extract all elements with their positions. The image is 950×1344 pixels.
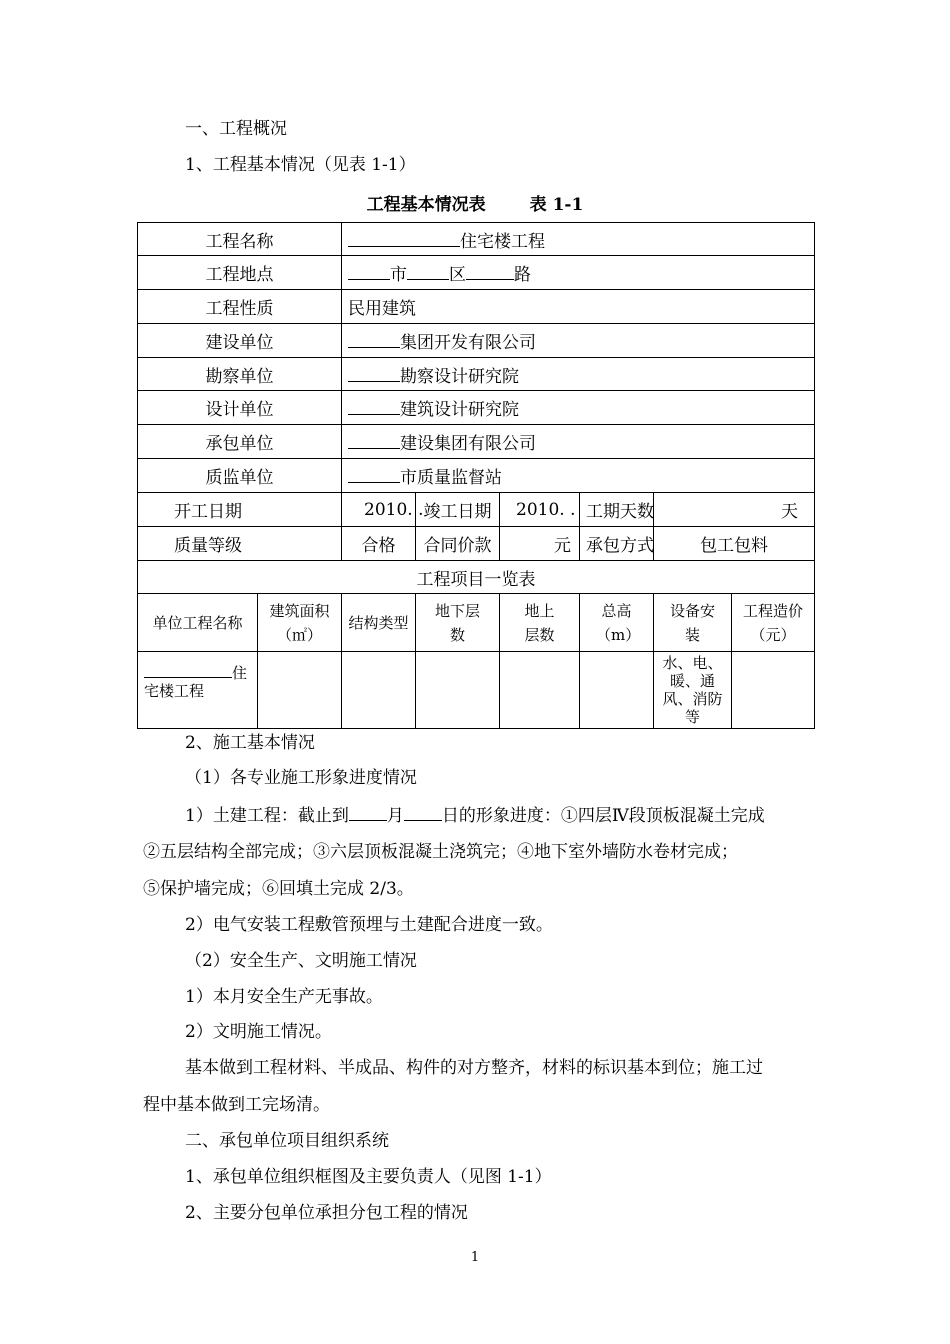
paragraph-civil-line2: ②五层结构全部完成；③六层顶板混凝土浇筑完；④地下室外墙防水卷材完成； [143, 842, 738, 862]
table-row [138, 223, 815, 256]
header-structure: 结构类型 [342, 594, 416, 652]
cell-unit-name: 住 宅楼工程 [138, 652, 258, 729]
cell-height [580, 652, 654, 729]
table-row [138, 425, 815, 459]
label-survey-unit: 勘察单位 [138, 358, 342, 391]
subsection-safety: （2）安全生产、文明施工情况 [185, 951, 417, 971]
header-underground: 地下层数 [416, 594, 500, 652]
project-info-table [137, 222, 815, 729]
table-number: 表 1-1 [529, 195, 584, 215]
table-row [138, 290, 815, 324]
table-row [138, 561, 815, 594]
table-row [138, 459, 815, 493]
header-above: 地上层数 [500, 594, 580, 652]
value-end-date: 2010. . [500, 493, 580, 527]
label-project-nature: 工程性质 [138, 290, 342, 324]
label-owner: 建设单位 [138, 324, 342, 358]
value-contractor: 建设集团有限公司 [342, 425, 815, 459]
page-number: 1 [470, 1250, 480, 1265]
label-contract-price: 合同价款 [416, 527, 500, 561]
section-heading-overview: 一、工程概况 [185, 119, 287, 139]
table-row [138, 594, 815, 652]
label-period: 工期天数 [580, 493, 654, 527]
header-unit-name: 单位工程名称 [138, 594, 258, 652]
table-row [138, 493, 815, 527]
paragraph-civil-line1: 1）土建工程：截止到 月 日的形象进度：①四层Ⅳ段顶板混凝土完成 [185, 806, 765, 826]
table-row [138, 527, 815, 561]
cell-area [258, 652, 342, 729]
cell-above [500, 652, 580, 729]
value-project-location: 市 区 路 [342, 256, 815, 290]
label-design-unit: 设计单位 [138, 391, 342, 425]
paragraph-basic-line1: 基本做到工程材料、半成品、构件的对方整齐，材料的标识基本到位；施工过 [185, 1058, 763, 1078]
paragraph-basic-line2: 程中基本做到工完场清。 [143, 1095, 330, 1115]
header-cost: 工程造价（元） [732, 594, 815, 652]
label-project-location: 工程地点 [138, 256, 342, 290]
value-contract-mode: 包工包料 [654, 527, 815, 561]
subsection-basic-info: 1、工程基本情况（见表 1-1） [185, 155, 416, 175]
section-construction: 2、施工基本情况 [185, 733, 315, 753]
subsection-subcontractors: 2、主要分包单位承担分包工程的情况 [185, 1203, 468, 1223]
label-start-date: 开工日期 [138, 493, 342, 527]
header-area: 建筑面积（㎡） [258, 594, 342, 652]
paragraph-civilized: 2）文明施工情况。 [185, 1022, 332, 1042]
value-project-name: 住宅楼工程 [342, 223, 815, 256]
value-quality-grade: 合格 [342, 527, 416, 561]
value-design-unit: 建筑设计研究院 [342, 391, 815, 425]
subsection-progress: （1）各专业施工形象进度情况 [185, 768, 417, 788]
table-row [138, 652, 815, 729]
project-list-title: 工程项目一览表 [138, 561, 815, 594]
value-survey-unit: 勘察设计研究院 [342, 358, 815, 391]
table-row [138, 391, 815, 425]
cell-equipment: 水、电、暖、通风、消防等 [654, 652, 732, 729]
label-quality-grade: 质量等级 [138, 527, 342, 561]
label-contractor: 承包单位 [138, 425, 342, 459]
label-contract-mode: 承包方式 [580, 527, 654, 561]
value-owner: 集团开发有限公司 [342, 324, 815, 358]
value-quality-supervision: 市质量监督站 [342, 459, 815, 493]
section-heading-organization: 二、承包单位项目组织系统 [185, 1131, 389, 1151]
cell-underground [416, 652, 500, 729]
label-quality-supervision: 质监单位 [138, 459, 342, 493]
header-equipment: 设备安装 [654, 594, 732, 652]
table-row [138, 256, 815, 290]
table-title-text: 工程基本情况表 [366, 195, 486, 215]
table-row [138, 324, 815, 358]
table-row [138, 358, 815, 391]
table-title [0, 190, 950, 215]
value-period-unit: 天 [654, 493, 815, 527]
label-end-date: 竣工日期 [416, 493, 500, 527]
paragraph-civil-line3: ⑤保护墙完成；⑥回填土完成 2/3。 [143, 879, 414, 899]
paragraph-safety: 1）本月安全生产无事故。 [185, 987, 383, 1007]
value-start-date: 2010. . [342, 493, 416, 527]
paragraph-electric: 2）电气安装工程敷管预埋与土建配合进度一致。 [185, 915, 553, 935]
value-project-nature: 民用建筑 [342, 290, 815, 324]
label-project-name: 工程名称 [138, 223, 342, 256]
subsection-org-chart: 1、承包单位组织框图及主要负责人（见图 1-1） [185, 1167, 552, 1187]
value-contract-price-unit: 元 [500, 527, 580, 561]
cell-cost [732, 652, 815, 729]
cell-structure [342, 652, 416, 729]
header-height: 总高（m） [580, 594, 654, 652]
